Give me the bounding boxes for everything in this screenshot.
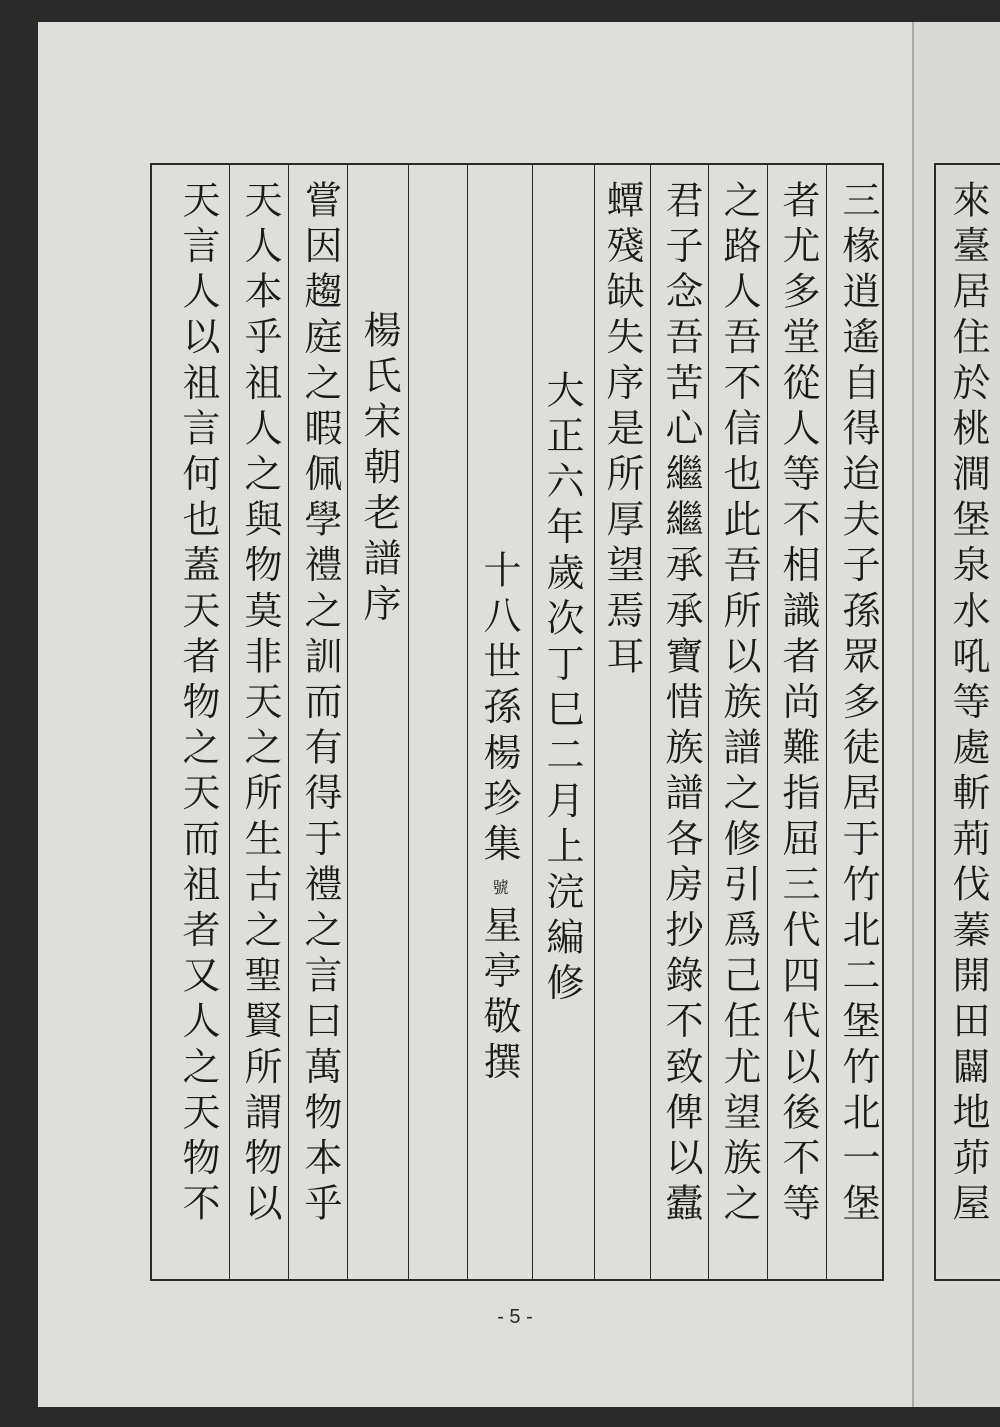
text-column-7: 天人本乎祖人之與物莫非天之所生古之聖賢所謂物以 xyxy=(238,180,282,1229)
hao-marker: 號 xyxy=(490,879,509,896)
text-column-5: 蟫殘缺失序是所厚望焉耳 xyxy=(600,180,644,682)
page-number: - 5 - xyxy=(497,1306,533,1328)
text-column-8: 天言人以祖言何也蓋天者物之天而祖者又人之天物不 xyxy=(176,180,220,1229)
text-column-2: 者尤多堂從人等不相識者尚難指屈三代四代以後不等 xyxy=(776,180,820,1229)
column-rule xyxy=(467,163,468,1281)
text-column-1: 三椽逍遙自得迨夫子孫眾多徒居于竹北二堡竹北一堡 xyxy=(836,180,880,1229)
text-column-4: 君子念吾苦心繼繼承承寶惜族譜各房抄錄不致俾以蠹 xyxy=(659,180,703,1229)
text-column-3: 之路人吾不信也此吾所以族譜之修引爲己任尤望族之 xyxy=(717,180,761,1229)
author-name: 十八世孫楊珍集 xyxy=(477,550,521,870)
date-line: 大正六年歲次丁巳二月上浣編修 xyxy=(540,370,584,1009)
section-title: 楊氏宋朝老譜序 xyxy=(357,310,401,630)
author-line xyxy=(469,550,529,1088)
adjacent-page-column: 來臺居住於桃澗堡泉水吼等處斬荊伐蓁開田闢地茆屋 xyxy=(946,180,990,1229)
text-column-6: 嘗因趨庭之暇佩學禮之訓而有得于禮之言曰萬物本乎 xyxy=(298,180,342,1229)
author-style-name: 星亭敬撰 xyxy=(477,905,521,1088)
